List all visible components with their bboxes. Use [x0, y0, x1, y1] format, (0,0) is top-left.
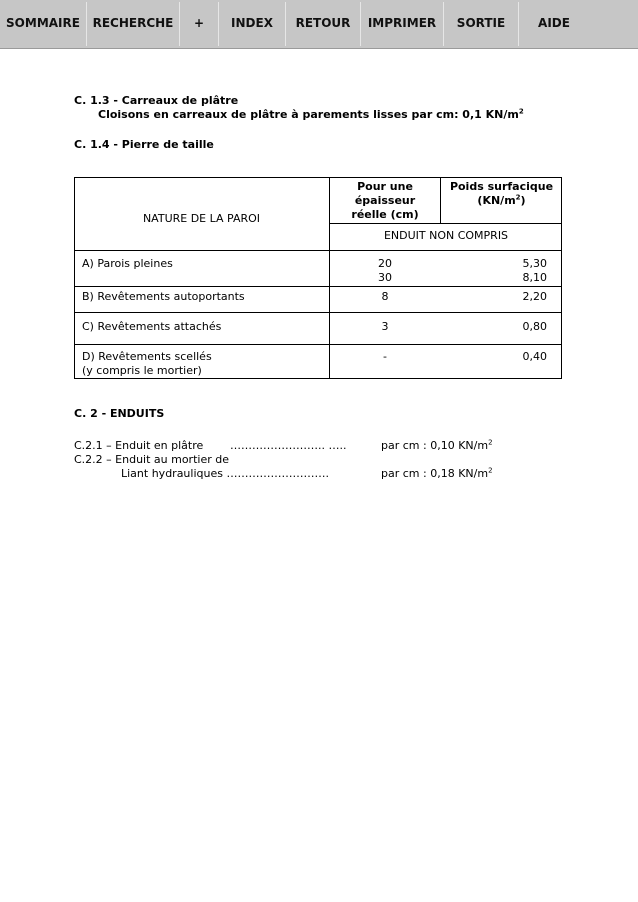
- section-2-title: C. 2 - ENDUITS: [74, 407, 165, 420]
- item-2-1-value-text: par cm : 0,10 KN/m: [381, 439, 489, 452]
- row-a-nature: A) Parois pleines: [82, 257, 173, 270]
- section-1-3-sup: 2: [518, 107, 524, 116]
- top-navigation-bar: [0, 0, 638, 49]
- nav-plus-button[interactable]: +: [193, 16, 205, 30]
- section-1-3-text: Cloisons en carreaux de plâtre à parements lisses par cm: 0,1 KN/m: [98, 108, 519, 121]
- header-enduit-non-compris: ENDUIT NON COMPRIS: [383, 229, 509, 242]
- row-a-weight-1: 5,30: [522, 257, 547, 270]
- row-d-nature: D) Revêtements scellés: [82, 350, 212, 363]
- section-1-3-line: [98, 108, 524, 122]
- row-c-nature: C) Revêtements attachés: [82, 320, 222, 333]
- header-thickness-line3: réelle (cm): [351, 208, 419, 221]
- section-1-4-title: C. 1.4 - Pierre de taille: [74, 138, 214, 151]
- item-2-1-sup: 2: [488, 438, 493, 447]
- header-weight-close: ): [520, 194, 526, 207]
- item-2-2-value-text: par cm : 0,18 KN/m: [381, 467, 489, 480]
- table-row-separator: [74, 286, 562, 287]
- nav-recherche-button[interactable]: RECHERCHE: [92, 16, 174, 30]
- row-b-weight: 2,20: [522, 290, 547, 303]
- header-weight-unit: (KN/m: [477, 194, 516, 207]
- nav-index-button[interactable]: INDEX: [231, 16, 273, 30]
- header-weight-line2: [441, 194, 562, 207]
- header-nature: NATURE DE LA PAROI: [142, 212, 261, 225]
- table-border-bottom: [74, 378, 562, 379]
- row-a-thickness-1: 20: [378, 257, 392, 270]
- row-c-thickness: 3: [381, 320, 389, 333]
- row-b-nature: B) Revêtements autoportants: [82, 290, 245, 303]
- table-divider-header-bottom: [74, 250, 562, 251]
- table-border-top: [74, 177, 562, 178]
- header-weight-sup: 2: [515, 193, 521, 202]
- row-a-weight-2: 8,10: [522, 271, 547, 284]
- item-2-2-label: C.2.2 – Enduit au mortier de: [74, 453, 229, 466]
- pierre-de-taille-table: [74, 177, 562, 379]
- row-c-weight: 0,80: [522, 320, 547, 333]
- table-row-separator: [74, 312, 562, 313]
- nav-aide-button[interactable]: AIDE: [538, 16, 570, 30]
- nav-sortie-button[interactable]: SORTIE: [456, 16, 506, 30]
- item-2-1-value: [381, 439, 493, 453]
- section-1-3-title: C. 1.3 - Carreaux de plâtre: [74, 94, 239, 107]
- nav-retour-button[interactable]: RETOUR: [295, 16, 351, 30]
- nav-imprimer-button[interactable]: IMPRIMER: [367, 16, 437, 30]
- row-d-thickness: -: [383, 350, 387, 363]
- header-thickness-line1: Pour une: [357, 180, 413, 193]
- row-a-thickness-2: 30: [378, 271, 392, 284]
- item-2-1-label: C.2.1 – Enduit en plâtre: [74, 439, 204, 452]
- item-2-2-sup: 2: [488, 466, 493, 475]
- row-d-nature-detail: (y compris le mortier): [82, 364, 202, 377]
- row-d-weight: 0,40: [522, 350, 547, 363]
- item-2-1-dots: …………………….. …..: [230, 439, 347, 452]
- table-row-separator: [74, 344, 562, 345]
- header-thickness-line2: épaisseur: [354, 194, 416, 207]
- header-weight-line1: Poids surfacique: [449, 180, 554, 193]
- item-2-2-value: [381, 467, 493, 481]
- row-b-thickness: 8: [381, 290, 389, 303]
- item-2-2-sub: Liant hydrauliques ……………………….: [121, 467, 329, 480]
- table-divider-enduit-top: [329, 223, 562, 224]
- nav-sommaire-button[interactable]: SOMMAIRE: [6, 16, 80, 30]
- table-border-left: [74, 177, 75, 379]
- table-border-right: [561, 177, 562, 379]
